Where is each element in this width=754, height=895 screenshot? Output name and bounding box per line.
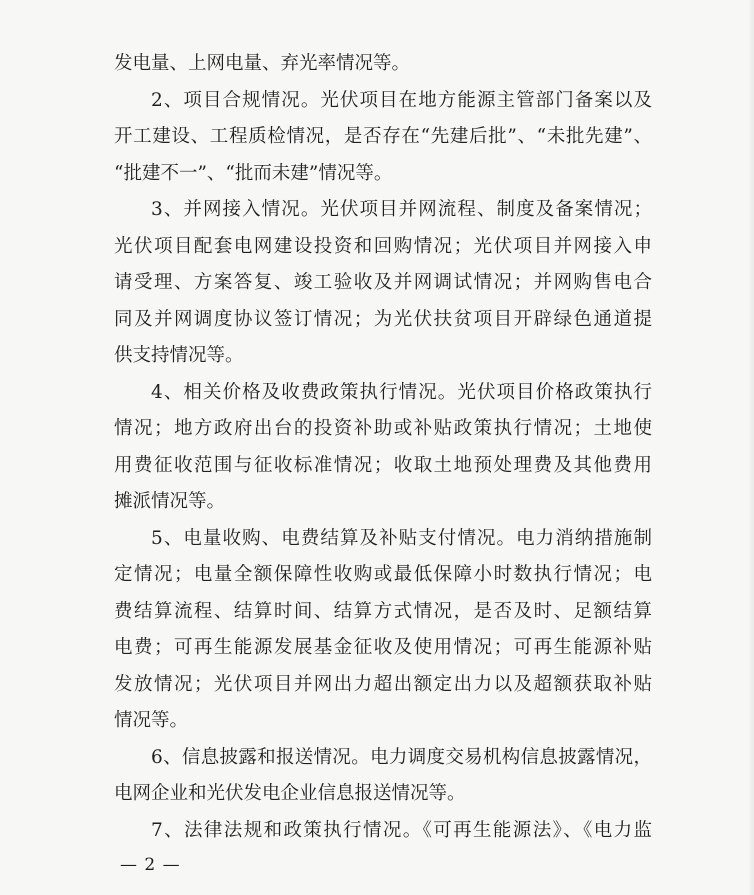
text-line: 5、电量收购、电费结算及补贴支付情况。电力消纳措施制 xyxy=(151,527,652,549)
text-line: 请受理、方案答复、竣工验收及并网调试情况；并网购售电合 xyxy=(114,272,652,293)
paragraph-item-6 xyxy=(114,740,652,813)
text-line: 定情况；电量全额保障性收购或最低保障小时数执行情况；电 xyxy=(114,564,652,585)
page-number: — 2 — xyxy=(120,855,181,875)
page-edge-shadow xyxy=(748,0,754,895)
text-line: 电费；可再生能源发展基金征收及使用情况；可再生能源补贴 xyxy=(114,637,652,658)
text-line: 摊派情况等。 xyxy=(114,491,226,512)
text-line: 发电量、上网电量、弃光率情况等。 xyxy=(114,53,411,74)
paragraph-item-3 xyxy=(114,192,652,375)
text-line: 3、并网接入情况。光伏项目并网流程、制度及备案情况； xyxy=(151,199,652,220)
text-line: 供支持情况等。 xyxy=(114,345,244,366)
paragraph-item-5 xyxy=(114,521,652,740)
paragraph-continuation xyxy=(114,46,652,83)
document-body xyxy=(114,46,652,849)
text-line: 4、相关价格及收费政策执行情况。光伏项目价格政策执行 xyxy=(151,381,652,403)
paragraph-item-7 xyxy=(114,813,652,850)
text-line: 7、法律法规和政策执行情况。《可再生能源法》、《电力监 xyxy=(151,819,652,841)
text-line: 2、项目合规情况。光伏项目在地方能源主管部门备案以及 xyxy=(151,89,652,111)
text-line: 光伏项目配套电网建设投资和回购情况；光伏项目并网接入申 xyxy=(114,235,652,257)
text-line: 6、信息披露和报送情况。电力调度交易机构信息披露情况， xyxy=(151,746,652,768)
text-line: 开工建设、工程质检情况，是否存在“先建后批”、“未批先建”、 xyxy=(114,126,652,147)
text-line: 费结算流程、结算时间、结算方式情况，是否及时、足额结算 xyxy=(114,600,652,622)
text-line: 情况等。 xyxy=(114,710,189,731)
text-line: 用费征收范围与征收标准情况；收取土地预处理费及其他费用 xyxy=(114,454,652,476)
text-line: 同及并网调度协议签订情况；为光伏扶贫项目开辟绿色通道提 xyxy=(114,308,652,330)
paragraph-item-2 xyxy=(114,83,652,193)
text-line: 情况；地方政府出台的投资补助或补贴政策执行情况；土地使 xyxy=(114,418,652,439)
text-line: 电网企业和光伏发电企业信息报送情况等。 xyxy=(114,783,466,804)
paragraph-item-4 xyxy=(114,375,652,521)
text-line: “批建不一”、“批而未建”情况等。 xyxy=(114,162,393,184)
text-line: 发放情况；光伏项目并网出力超出额定出力以及超额获取补贴 xyxy=(114,673,652,695)
